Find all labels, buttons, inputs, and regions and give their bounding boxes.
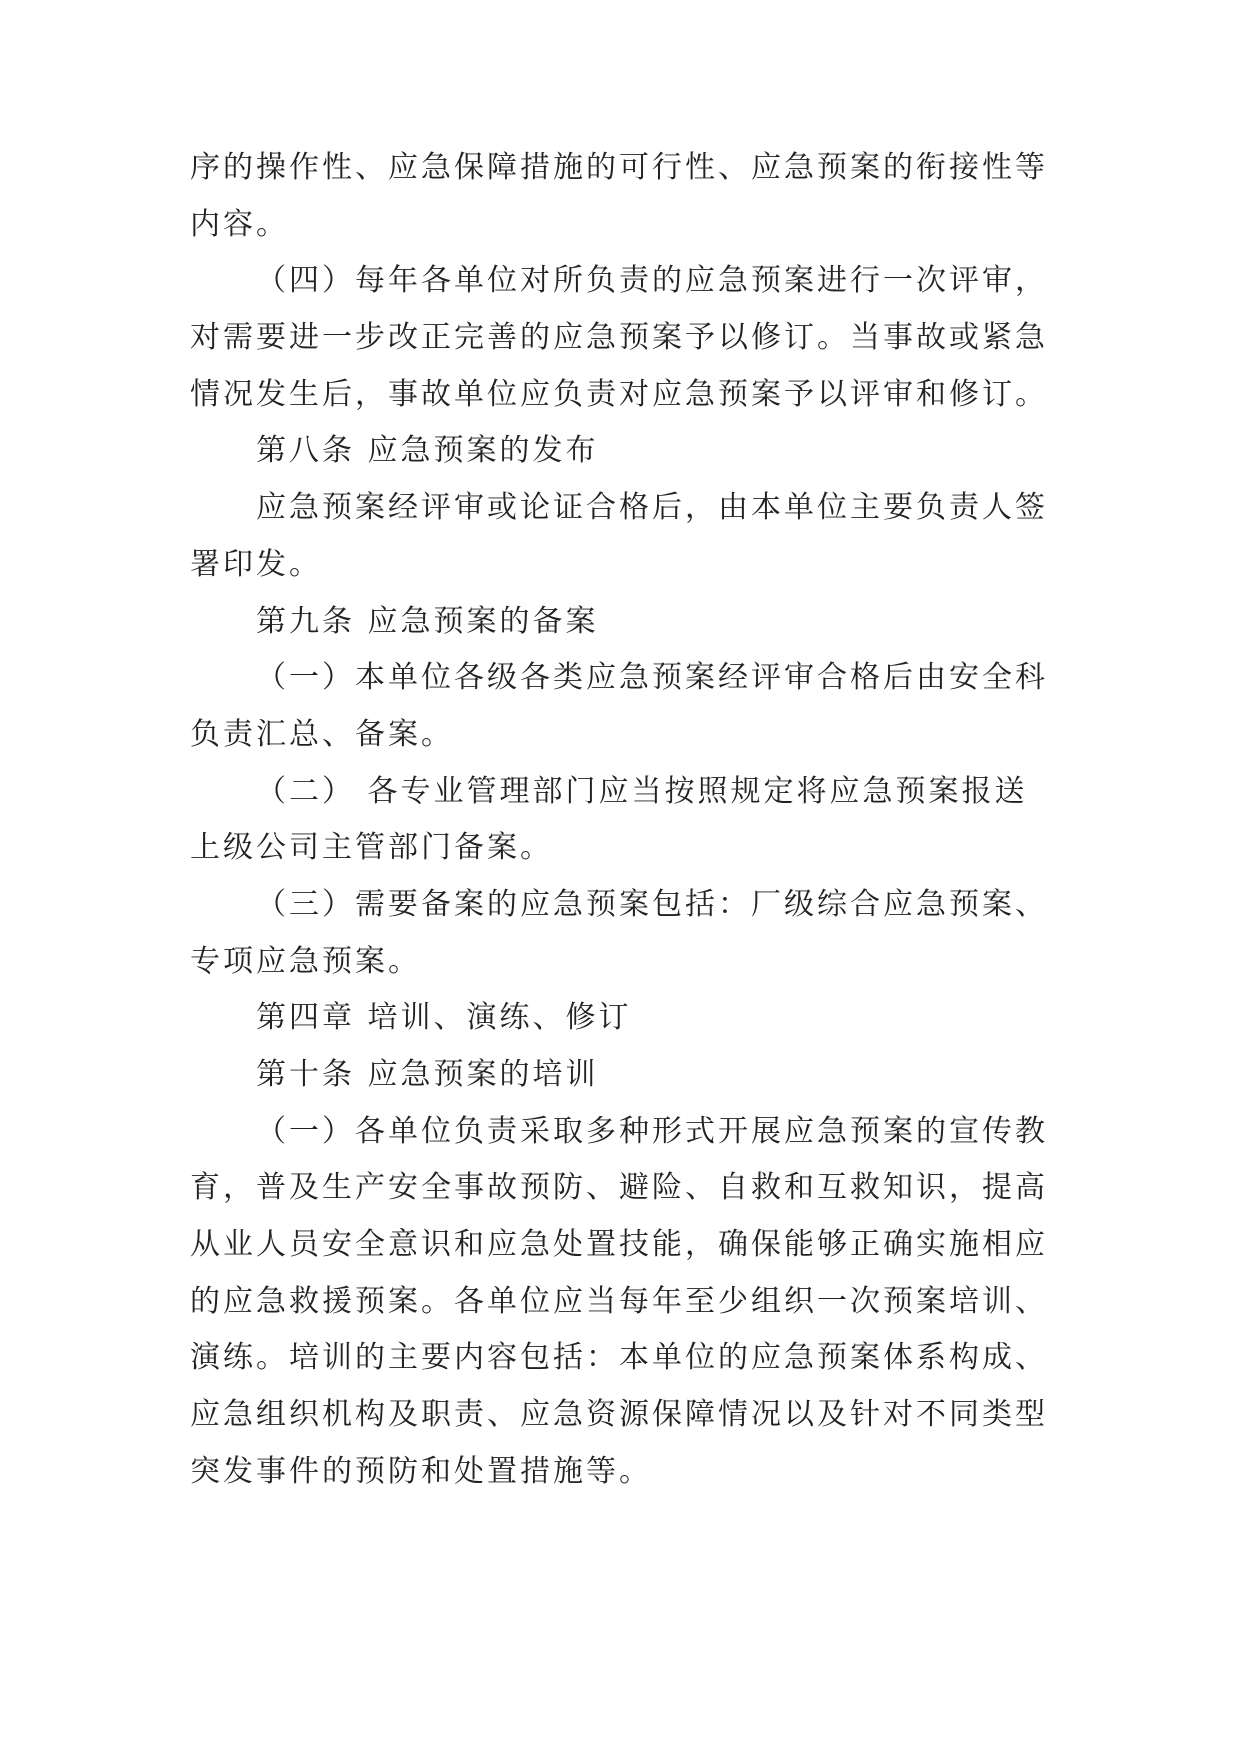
text-line: 署印发。	[190, 546, 322, 582]
text-line: 突发事件的预防和处置措施等。	[190, 1453, 652, 1489]
text-line: 育，普及生产安全事故预防、避险、自救和互救知识，提高	[190, 1170, 1048, 1206]
document-body	[190, 140, 1060, 1501]
paragraph-start-line: （四）每年各单位对所负责的应急预案进行一次评审，	[256, 263, 1048, 299]
paragraph-start-line: （一）各单位负责采取多种形式开展应急预案的宣传教	[256, 1113, 1048, 1149]
chapter-heading: 第四章 培训、演练、修订	[256, 1000, 632, 1036]
text-line: 专项应急预案。	[190, 943, 421, 979]
text-line: 上级公司主管部门备案。	[190, 830, 553, 866]
text-line: 应急组织机构及职责、应急资源保障情况以及针对不同类型	[190, 1397, 1048, 1433]
paragraph-start-line: （二） 各专业管理部门应当按照规定将应急预案报送	[256, 773, 1028, 809]
paragraph-start-line: 应急预案经评审或论证合格后，由本单位主要负责人签	[256, 490, 1048, 526]
article-heading: 第十条 应急预案的培训	[256, 1057, 599, 1092]
text-line: 对需要进一步改正完善的应急预案予以修订。当事故或紧急	[190, 320, 1048, 356]
text-line: 的应急救援预案。各单位应当每年至少组织一次预案培训、	[190, 1283, 1048, 1319]
article-heading: 第八条 应急预案的发布	[256, 433, 599, 469]
article-heading: 第九条 应急预案的备案	[256, 603, 599, 639]
text-line: 序的操作性、应急保障措施的可行性、应急预案的衔接性等	[190, 150, 1048, 185]
text-line: 内容。	[190, 206, 289, 242]
text-line: 负责汇总、备案。	[190, 716, 454, 752]
paragraph-start-line: （一）本单位各级各类应急预案经评审合格后由安全科	[256, 660, 1048, 696]
text-line: 情况发生后，事故单位应负责对应急预案予以评审和修订。	[190, 376, 1048, 412]
text-line: 从业人员安全意识和应急处置技能，确保能够正确实施相应	[190, 1227, 1048, 1263]
text-line: 演练。培训的主要内容包括：本单位的应急预案体系构成、	[190, 1340, 1048, 1376]
paragraph-start-line: （三）需要备案的应急预案包括：厂级综合应急预案、	[256, 886, 1048, 922]
